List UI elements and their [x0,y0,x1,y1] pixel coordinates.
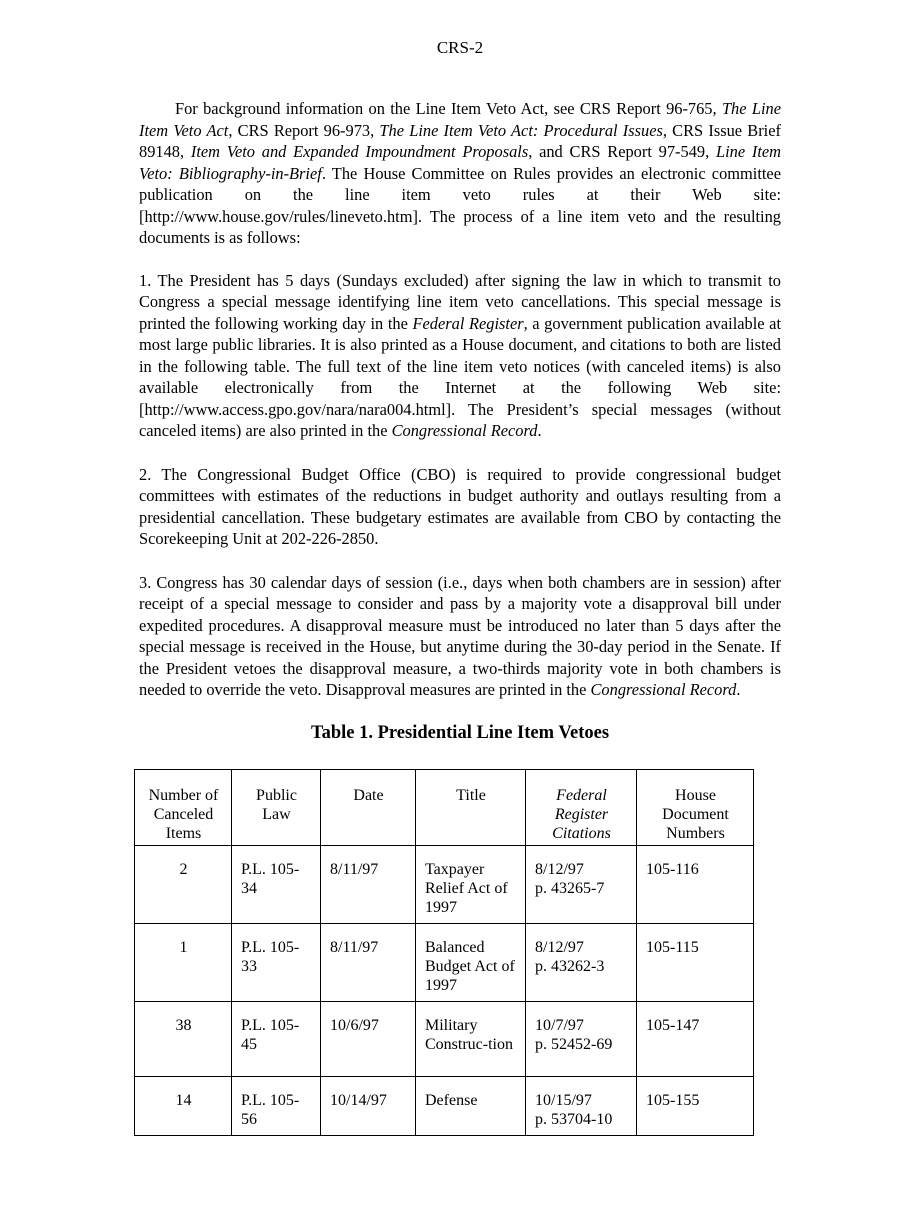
cell-house-document: 105-116 [637,846,754,924]
cell-title: Balanced Budget Act of 1997 [416,924,526,1002]
page-number-header: CRS-2 [436,38,484,57]
table-title: Table 1. Presidential Line Item Vetoes [310,722,610,743]
cell-date: 8/11/97 [321,924,416,1002]
cell-house-document: 105-155 [637,1077,754,1136]
cell-count: 2 [135,846,232,924]
intro-paragraph: For background information on the Line Item Veto Act, see CRS Report 96-765, The Line Item Veto Act, CRS Report 96-973, The Line Item Veto Act: Procedural Issues, CRS Issue Brief 89148, Item Veto and Expanded Impoundment Proposals, and CRS Report 97-549, Line Item Veto: Bibliography-in-Brief. The House Committee on Rules provides an electronic committee publication on the line item veto rules at their Web site: [http://www.house.gov/rules/lineveto.htm]. The process of a line item veto and the resulting documents is as follows: [139,99,782,247]
table-row [135,924,754,1002]
process-step-1: 1. The President has 5 days (Sundays excluded) after signing the law in which to transmit to Congress a special message identifying line item veto cancellations. This special message is printed the following working day in the Federal Register, a government publication available at most large public libraries. It is also printed as a House document, and citations to both are listed in the following table. The full text of the line item veto notices (with canceled items) is also available electronically from the Internet at the following Web site: [http://www.access.gpo.gov/nara/nara004.html]. The President’s special messages (without canceled items) are also printed in the Congressional Record. [139,270,782,440]
congressional-record-ref: Congressional Record [391,421,538,440]
cell-federal-register: 10/7/97 p. 52452-69 [526,1002,637,1077]
cell-count: 1 [135,924,232,1002]
cell-house-document: 105-115 [637,924,754,1002]
table-row [135,846,754,924]
header-federal-register: Federal Register Citations [526,770,637,846]
cell-date: 8/11/97 [321,846,416,924]
cell-date: 10/14/97 [321,1077,416,1136]
process-step-3: 3. Congress has 30 calendar days of session (i.e., days when both chambers are in session) after receipt of a special message to consider and pass by a majority vote a disapproval bill under expedited procedures. A disapproval measure must be introduced no later than 5 days after the special message is received in the House, but anytime during the 30-day period in the Senate. If the President vetoes the disapproval measure, a two-thirds majority vote in both chambers is needed to override the veto. Disapproval measures are printed in the Congressional Record. [139,572,781,699]
report-title-bibliography: Line Item Veto: Bibliography-in-Brief [139,142,782,183]
cell-count: 38 [135,1002,232,1077]
line-item-veto-table [134,769,754,1136]
cell-public-law: P.L. 105-33 [232,924,321,1002]
table-row [135,1077,754,1136]
header-house-document: House Document Numbers [637,770,754,846]
body-text [139,98,781,770]
report-title-line-item-veto-act: The Line Item Veto Act [139,99,781,140]
header-public-law: Public Law [232,770,321,846]
cell-public-law: P.L. 105-34 [232,846,321,924]
cell-federal-register: 10/15/97 p. 53704-10 [526,1077,637,1136]
report-title-item-veto-impoundment: Item Veto and Expanded Impoundment Proposals [190,142,529,161]
report-title-procedural-issues: The Line Item Veto Act: Procedural Issues [379,120,663,140]
cell-title: Military Construc-tion [416,1002,526,1077]
header-title: Title [416,770,526,846]
process-step-2: 2. The Congressional Budget Office (CBO) is required to provide congressional budget committees with estimates of the reductions in budget authority and outlays resulting from a presidential cancellation. These budgetary estimates are available from CBO by contacting the Scorekeeping Unit at 202-226-2850. [139,464,781,548]
header-canceled-items: Number of Canceled Items [135,770,232,846]
cell-federal-register: 8/12/97 p. 43265-7 [526,846,637,924]
header-date: Date [321,770,416,846]
cell-house-document: 105-147 [637,1002,754,1077]
cell-count: 14 [135,1077,232,1136]
cell-title: Taxpayer Relief Act of 1997 [416,846,526,924]
federal-register-ref: Federal Register [412,313,524,333]
cell-date: 10/6/97 [321,1002,416,1077]
table-header-row [135,770,754,846]
cell-public-law: P.L. 105-45 [232,1002,321,1077]
cell-federal-register: 8/12/97 p. 43262-3 [526,924,637,1002]
congressional-record-ref: Congressional Record [590,680,737,699]
cell-public-law: P.L. 105-56 [232,1077,321,1136]
table-row [135,1002,754,1077]
cell-title: Defense [416,1077,526,1136]
